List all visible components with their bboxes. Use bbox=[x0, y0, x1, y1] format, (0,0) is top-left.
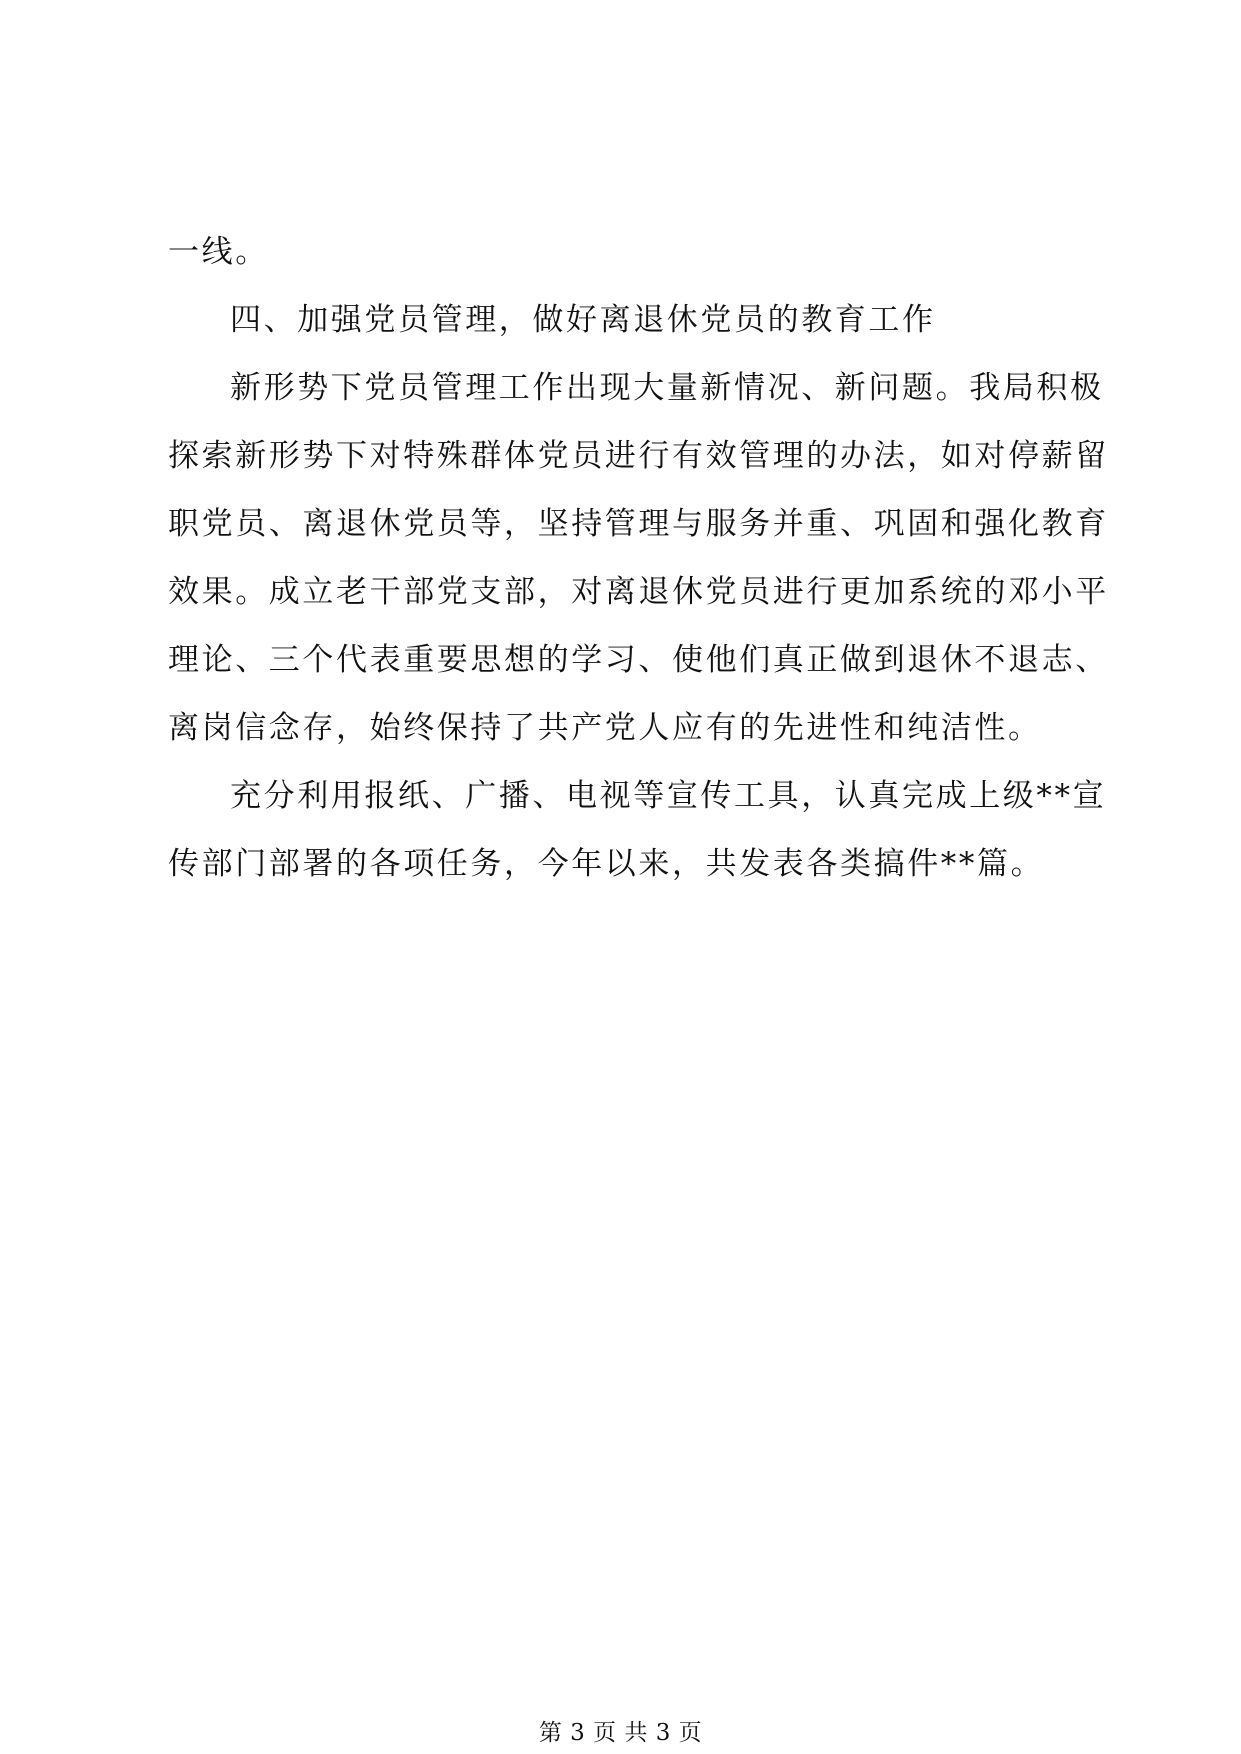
text-line: 理论、三个代表重要思想的学习、使他们真正做到退休不退志、 bbox=[168, 642, 1109, 678]
text-line: 职党员、离退休党员等，坚持管理与服务并重、巩固和强化教育 bbox=[168, 506, 1109, 542]
text-line: 新形势下党员管理工作出现大量新情况、新问题。我局积极 bbox=[230, 370, 1104, 406]
text-line: 一线。 bbox=[168, 234, 269, 270]
text-line: 传部门部署的各项任务，今年以来，共发表各类搞件**篇。 bbox=[168, 846, 1045, 882]
section-heading: 四、加强党员管理，做好离退休党员的教育工作 bbox=[230, 302, 936, 338]
page-footer: 第 3 页 共 3 页 bbox=[538, 1720, 703, 1746]
text-line: 探索新形势下对特殊群体党员进行有效管理的办法，如对停薪留 bbox=[168, 438, 1109, 474]
text-line: 离岗信念存，始终保持了共产党人应有的先进性和纯洁性。 bbox=[168, 710, 1042, 746]
text-line: 效果。成立老干部党支部，对离退休党员进行更加系统的邓小平 bbox=[168, 574, 1109, 610]
text-line: 充分利用报纸、广播、电视等宣传工具，认真完成上级**宣 bbox=[230, 778, 1107, 814]
